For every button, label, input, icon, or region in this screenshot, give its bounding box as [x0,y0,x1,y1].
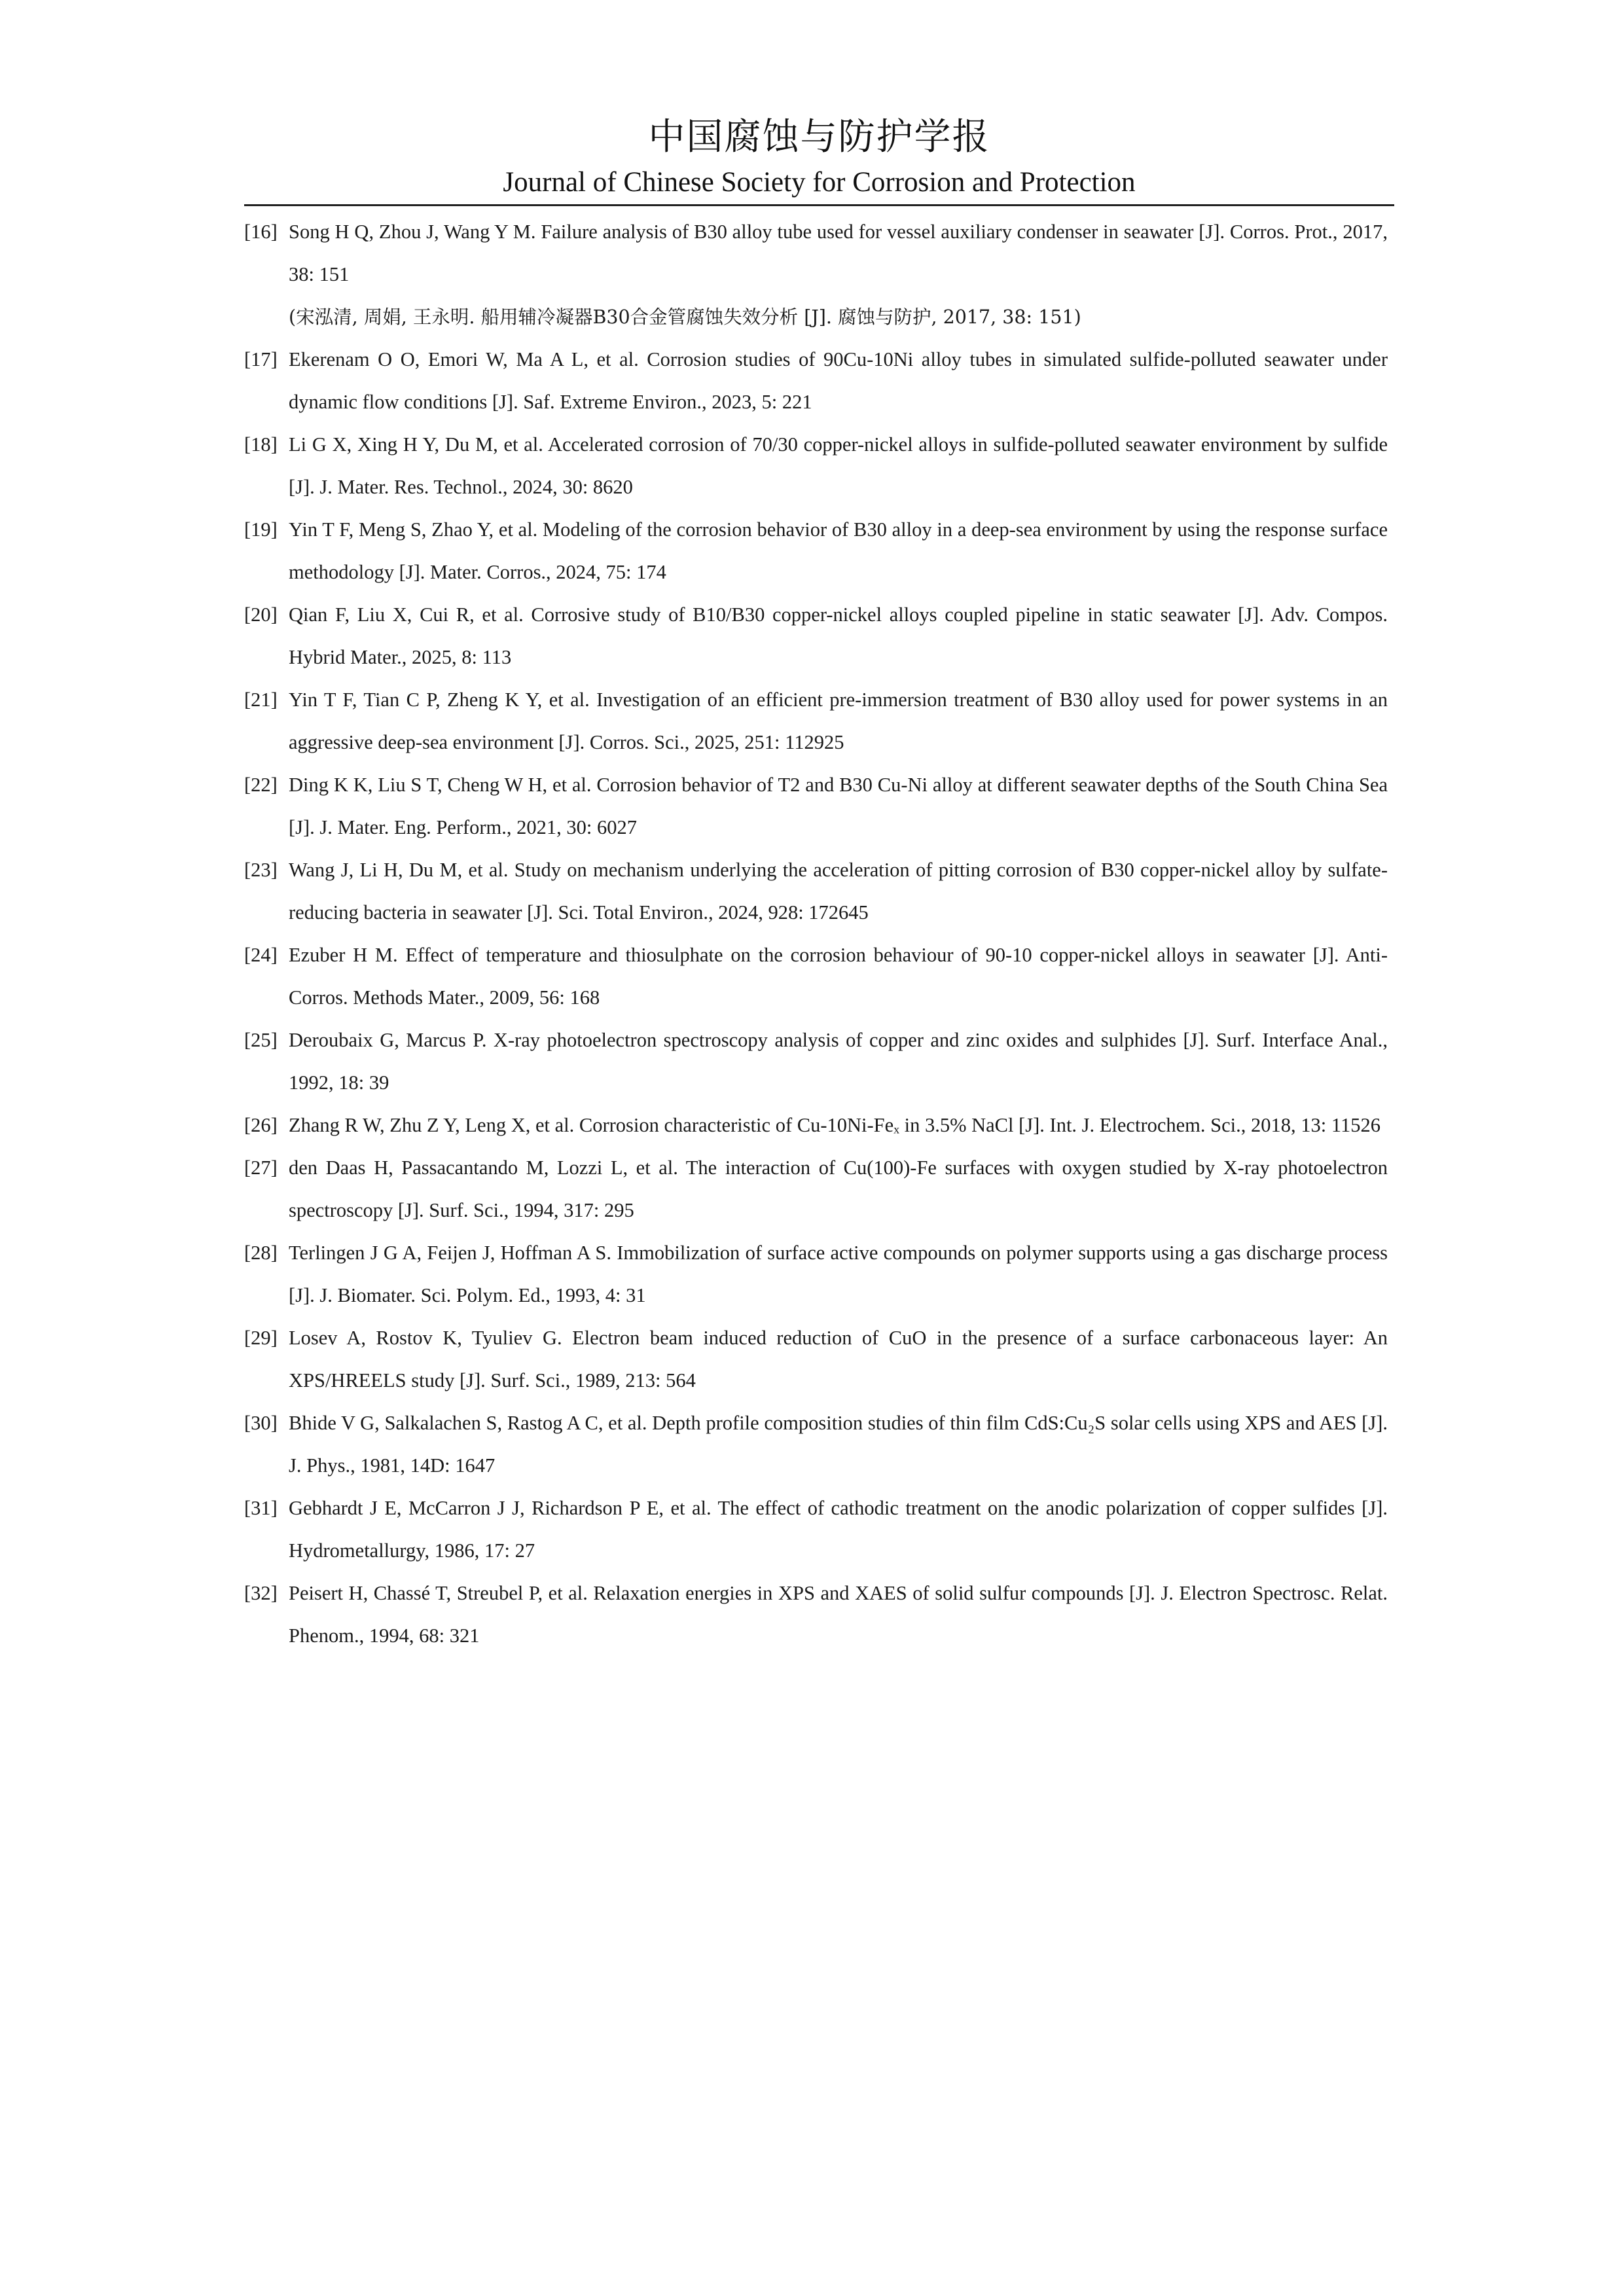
reference-text: Yin T F, Tian C P, Zheng K Y, et al. Investigation of an efficient pre-immersion treatment of B30 alloy used for power systems in an aggressive deep-sea environment [J]. Corros. Sci., 2025, 251: 112925 [289,689,1388,753]
reference-number: [32] [244,1582,278,1604]
reference-item [244,423,1388,509]
reference-text: Song H Q, Zhou J, Wang Y M. Failure analysis of B30 alloy tube used for vessel auxiliary condenser in seawater [J]. Corros. Prot., 2017, 38: 151 [289,221,1388,285]
reference-number: [20] [244,603,278,626]
reference-chinese-translation: (宋泓清, 周娟, 王永明. 船用辅冷凝器B30合金管腐蚀失效分析 [J]. 腐蚀与防护, 2017, 38: 151) [289,306,1081,328]
reference-item [244,509,1388,594]
reference-list [244,211,1388,1657]
reference-text: Ezuber H M. Effect of temperature and thiosulphate on the corrosion behaviour of 90-10 copper-nickel alloys in seawater [J]. Anti-Corros. Methods Mater., 2009, 56: 168 [289,944,1388,1009]
reference-item [244,1572,1388,1657]
reference-text: Zhang R W, Zhu Z Y, Leng X, et al. Corrosion characteristic of Cu-10Ni-Feₓ in 3.5% NaCl [J]. Int. J. Electrochem. Sci., 2018, 13: 11526 [289,1114,1380,1136]
reference-item [244,211,1388,338]
reference-item [244,1019,1388,1104]
reference-number: [30] [244,1412,278,1434]
reference-number: [23] [244,859,278,881]
reference-number: [24] [244,944,278,966]
journal-title-english: Journal of Chinese Society for Corrosion and Protection [503,167,1136,198]
reference-text: Wang J, Li H, Du M, et al. Study on mechanism underlying the acceleration of pitting corrosion of B30 copper-nickel alloy by sulfate-reducing bacteria in seawater [J]. Sci. Total Environ., 2024, 928: 172645 [289,859,1388,924]
reference-number: [22] [244,774,278,796]
reference-item [244,1147,1388,1232]
reference-text: Li G X, Xing H Y, Du M, et al. Accelerated corrosion of 70/30 copper-nickel alloys in sulfide-polluted seawater environment by sulfide [J]. J. Mater. Res. Technol., 2024, 30: 8620 [289,433,1388,498]
reference-text: Deroubaix G, Marcus P. X-ray photoelectron spectroscopy analysis of copper and zinc oxides and sulphides [J]. Surf. Interface Anal., 1992, 18: 39 [289,1029,1388,1094]
reference-text: Bhide V G, Salkalachen S, Rastog A C, et al. Depth profile composition studies of thin film CdS:Cu₂S solar cells using XPS and AES [J]. J. Phys., 1981, 14D: 1647 [289,1412,1388,1477]
reference-text: Peisert H, Chassé T, Streubel P, et al. Relaxation energies in XPS and XAES of solid sulfur compounds [J]. J. Electron Spectrosc. Relat. Phenom., 1994, 68: 321 [289,1582,1388,1647]
reference-text: Terlingen J G A, Feijen J, Hoffman A S. Immobilization of surface active compounds on polymer supports using a gas discharge process [J]. J. Biomater. Sci. Polym. Ed., 1993, 4: 31 [289,1242,1388,1306]
reference-text: Gebhardt J E, McCarron J J, Richardson P E, et al. The effect of cathodic treatment on the anodic polarization of copper sulfides [J]. Hydrometallurgy, 1986, 17: 27 [289,1497,1388,1562]
header-rule [244,204,1394,206]
reference-item [244,1104,1388,1147]
reference-number: [19] [244,518,278,541]
reference-item [244,1317,1388,1402]
reference-number: [26] [244,1114,278,1136]
reference-text: Yin T F, Meng S, Zhao Y, et al. Modeling of the corrosion behavior of B30 alloy in a deep-sea environment by using the response surface methodology [J]. Mater. Corros., 2024, 75: 174 [289,518,1388,583]
reference-item [244,849,1388,934]
reference-text: den Daas H, Passacantando M, Lozzi L, et al. The interaction of Cu(100)-Fe surfaces with oxygen studied by X-ray photoelectron spectroscopy [J]. Surf. Sci., 1994, 317: 295 [289,1157,1388,1221]
reference-item [244,594,1388,679]
reference-text: Losev A, Rostov K, Tyuliev G. Electron beam induced reduction of CuO in the presence of a surface carbonaceous layer: An XPS/HREELS study [J]. Surf. Sci., 1989, 213: 564 [289,1327,1388,1391]
reference-number: [29] [244,1327,278,1349]
reference-number: [25] [244,1029,278,1051]
reference-item [244,1232,1388,1317]
reference-item [244,764,1388,849]
reference-number: [31] [244,1497,278,1519]
reference-number: [28] [244,1242,278,1264]
reference-number: [27] [244,1157,278,1179]
reference-text: Ekerenam O O, Emori W, Ma A L, et al. Corrosion studies of 90Cu-10Ni alloy tubes in simulated sulfide-polluted seawater under dynamic flow conditions [J]. Saf. Extreme Environ., 2023, 5: 221 [289,348,1388,413]
journal-title-chinese: 中国腐蚀与防护学报 [648,116,990,158]
reference-number: [18] [244,433,278,456]
reference-item [244,679,1388,764]
reference-item [244,338,1388,423]
reference-number: [21] [244,689,278,711]
reference-item [244,1487,1388,1572]
reference-text: Ding K K, Liu S T, Cheng W H, et al. Corrosion behavior of T2 and B30 Cu-Ni alloy at different seawater depths of the South China Sea [J]. J. Mater. Eng. Perform., 2021, 30: 6027 [289,774,1388,838]
reference-text: Qian F, Liu X, Cui R, et al. Corrosive study of B10/B30 copper-nickel alloys coupled pipeline in static seawater [J]. Adv. Compos. Hybrid Mater., 2025, 8: 113 [289,603,1388,668]
reference-item [244,934,1388,1019]
reference-number: [17] [244,348,278,370]
reference-number: [16] [244,221,278,243]
journal-header [244,111,1394,202]
reference-item [244,1402,1388,1487]
